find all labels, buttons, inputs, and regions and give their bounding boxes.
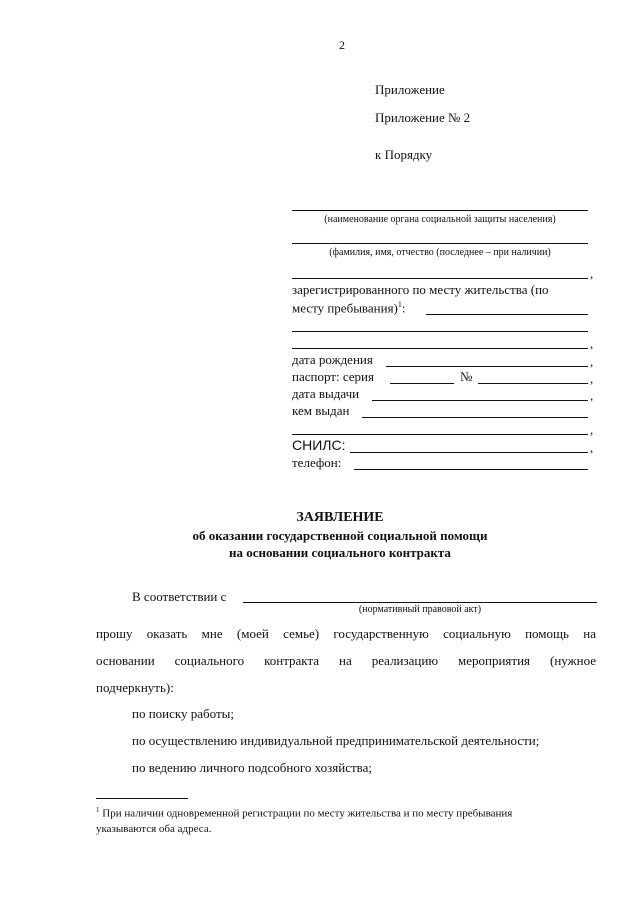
legal-act-field	[243, 602, 597, 603]
according-label: В соответствии с	[132, 589, 227, 604]
phone-field	[354, 469, 588, 470]
footnote-line2: указываются оба адреса.	[96, 823, 212, 835]
option-job-search: по поиску работы;	[132, 706, 235, 721]
address-line-3	[292, 331, 588, 332]
comma: ,	[590, 336, 594, 351]
footnote-separator	[96, 798, 188, 799]
footnote-ref: 1	[397, 300, 402, 309]
passport-number-field	[478, 383, 588, 384]
phone-label: телефон:	[292, 455, 342, 470]
request-paragraph-line1: прошу оказать мне (моей семье) государственную социальную помощь на	[96, 626, 596, 641]
address-line-2	[426, 314, 588, 315]
page-number: 2	[339, 38, 345, 52]
comma: ,	[590, 371, 594, 386]
org-name-hint: (наименование органа социальной защиты населения)	[324, 214, 556, 225]
document-title: ЗАЯВЛЕНИЕ	[296, 510, 384, 525]
appendix-number: Приложение № 2	[375, 110, 471, 125]
comma: ,	[590, 266, 594, 281]
document-subtitle-2: на основании социального контракта	[229, 545, 451, 560]
footnote-mark: 1	[96, 806, 100, 814]
issued-by-field-2	[292, 434, 588, 435]
registered-label-line1: зарегистрированного по месту жительства (по	[292, 282, 549, 297]
fio-hint: (фамилия, имя, отчество (последнее – при наличии)	[329, 247, 551, 258]
snils-field	[350, 452, 588, 453]
passport-series-field	[390, 383, 454, 384]
address-line-1	[292, 278, 588, 279]
option-personal-farming: по ведению личного подсобного хозяйства;	[132, 760, 372, 775]
comma: ,	[590, 440, 594, 455]
footnote-line1: $^1$ При наличии одновременной регистрации по месту жительства и по месту пребывания	[96, 806, 513, 820]
appendix-ref: к Порядку	[375, 147, 433, 162]
request-paragraph-line2: основании социального контракта на реализацию мероприятия (нужное	[96, 653, 596, 668]
snils-label: СНИЛС:	[292, 437, 346, 453]
birth-date-field	[386, 366, 588, 367]
birth-date-label: дата рождения	[292, 352, 373, 367]
issue-date-label: дата выдачи	[292, 386, 360, 401]
request-paragraph-line3: подчеркнуть):	[96, 680, 174, 695]
option-entrepreneurship: по осуществлению индивидуальной предпринимательской деятельности;	[132, 733, 540, 748]
address-line-4	[292, 348, 588, 349]
issued-by-label: кем выдан	[292, 403, 350, 418]
org-name-line	[292, 210, 588, 211]
issue-date-field	[372, 400, 588, 401]
comma: ,	[590, 388, 594, 403]
legal-act-hint: (нормативный правовой акт)	[358, 604, 482, 615]
issued-by-field	[362, 417, 588, 418]
comma: ,	[590, 354, 594, 369]
registered-label-line2: месту пребывания)$^1$:	[292, 300, 406, 316]
fio-line	[292, 243, 588, 244]
passport-number-label: №	[460, 369, 473, 384]
appendix-title: Приложение	[375, 82, 445, 97]
comma: ,	[590, 422, 594, 437]
document-subtitle-1: об оказании государственной социальной помощи	[192, 528, 488, 543]
passport-series-label: паспорт: серия	[292, 369, 374, 384]
